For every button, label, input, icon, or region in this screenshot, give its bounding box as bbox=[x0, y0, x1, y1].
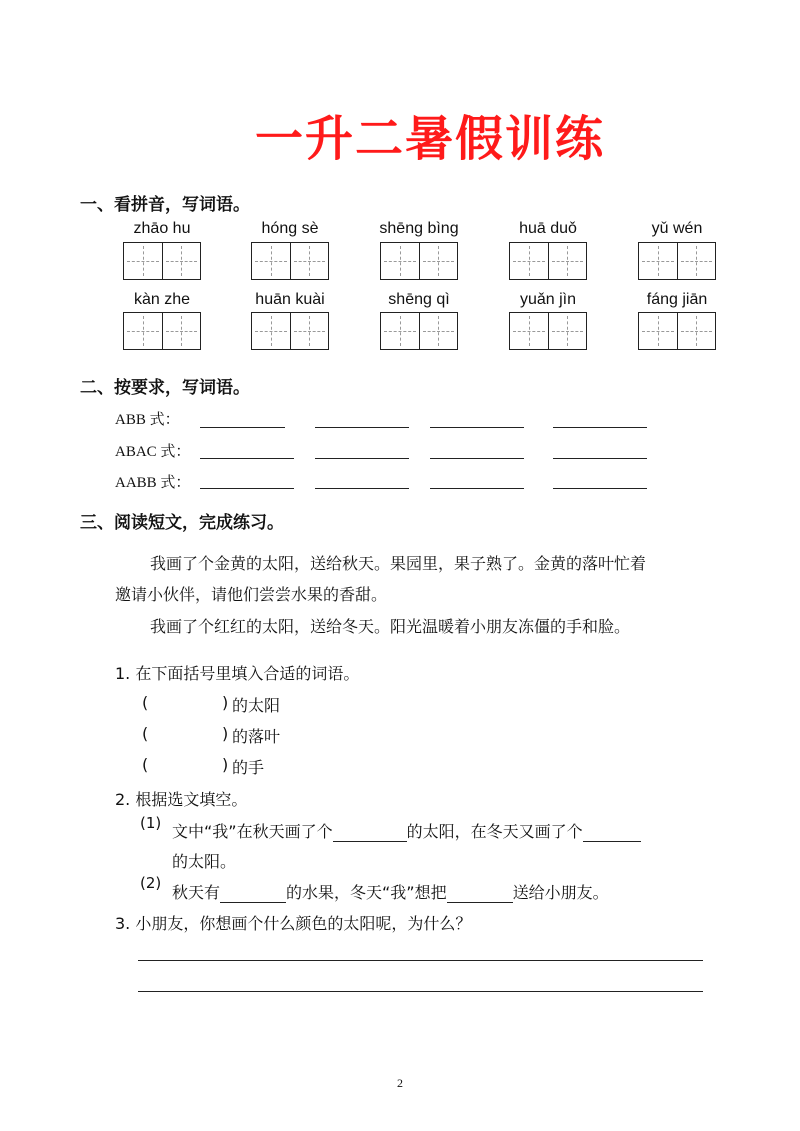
writing-cell[interactable] bbox=[381, 243, 419, 279]
paren-open: ( bbox=[142, 724, 149, 743]
section-2-heading: 二、按要求，写词语。 bbox=[80, 378, 250, 398]
writing-cell[interactable] bbox=[510, 243, 548, 279]
writing-cell[interactable] bbox=[677, 243, 716, 279]
answer-line[interactable] bbox=[315, 488, 409, 489]
section-3-heading: 三、阅读短文，完成练习。 bbox=[80, 513, 284, 533]
answer-line[interactable] bbox=[553, 427, 647, 428]
writing-cell[interactable] bbox=[677, 313, 716, 349]
q2-sub2-part2: 的水果，冬天“我”想把 bbox=[286, 883, 447, 902]
q2-sub1-part1: 文中“我”在秋天画了个 bbox=[172, 822, 333, 841]
writing-box[interactable] bbox=[509, 312, 587, 350]
paren-close: ) bbox=[222, 755, 229, 774]
answer-line[interactable] bbox=[138, 991, 703, 992]
question-1: 1. 在下面括号里填入合适的词语。 bbox=[115, 664, 360, 683]
answer-line[interactable] bbox=[430, 458, 524, 459]
paren-close: ) bbox=[222, 724, 229, 743]
answer-line[interactable] bbox=[200, 427, 285, 428]
writing-box[interactable] bbox=[509, 242, 587, 280]
q1-item-2: 的落叶 bbox=[232, 727, 281, 746]
answer-line[interactable] bbox=[200, 458, 294, 459]
writing-box[interactable] bbox=[251, 242, 329, 280]
pinyin-label: yǔ wén bbox=[651, 220, 703, 237]
q2-sub1-line bbox=[172, 819, 641, 842]
answer-line[interactable] bbox=[315, 427, 409, 428]
abac-label: ABAC 式： bbox=[115, 444, 191, 460]
blank[interactable] bbox=[220, 884, 286, 903]
abb-label: ABB 式： bbox=[115, 412, 180, 428]
paren-open: ( bbox=[142, 693, 149, 712]
aabb-label: AABB 式： bbox=[115, 475, 191, 491]
answer-line[interactable] bbox=[430, 488, 524, 489]
writing-cell[interactable] bbox=[252, 243, 290, 279]
pinyin-label: kàn zhe bbox=[133, 291, 191, 308]
q1-item-1: 的太阳 bbox=[232, 696, 281, 715]
answer-line[interactable] bbox=[430, 427, 524, 428]
q2-sub1-part2: 的太阳，在冬天又画了个 bbox=[406, 822, 583, 841]
answer-line[interactable] bbox=[315, 458, 409, 459]
page-number: 2 bbox=[397, 1076, 403, 1090]
q2-sub1-part3: 的太阳。 bbox=[172, 852, 237, 871]
section-1-heading: 一、看拼音，写词语。 bbox=[80, 195, 250, 215]
blank[interactable] bbox=[447, 884, 513, 903]
answer-line[interactable] bbox=[553, 488, 647, 489]
blank[interactable] bbox=[583, 823, 641, 842]
writing-cell[interactable] bbox=[419, 243, 458, 279]
pinyin-label: shēng bìng bbox=[379, 220, 459, 237]
writing-box[interactable] bbox=[123, 242, 201, 280]
pinyin-label: yuǎn jìn bbox=[519, 291, 577, 308]
writing-cell[interactable] bbox=[124, 243, 162, 279]
answer-line[interactable] bbox=[200, 488, 294, 489]
pinyin-label: huā duǒ bbox=[519, 220, 577, 237]
passage-line-2: 邀请小伙伴，请他们尝尝水果的香甜。 bbox=[115, 585, 388, 604]
q2-sub2-part1: 秋天有 bbox=[172, 883, 221, 902]
writing-cell[interactable] bbox=[510, 313, 548, 349]
writing-cell[interactable] bbox=[124, 313, 162, 349]
writing-box[interactable] bbox=[380, 242, 458, 280]
sub-number: (1) bbox=[140, 814, 162, 832]
writing-box[interactable] bbox=[638, 242, 716, 280]
blank[interactable] bbox=[333, 823, 407, 842]
passage-line-3: 我画了个红红的太阳，送给冬天。阳光温暖着小朋友冻僵的手和脸。 bbox=[150, 617, 631, 636]
writing-cell[interactable] bbox=[639, 313, 677, 349]
passage-line-1: 我画了个金黄的太阳，送给秋天。果园里，果子熟了。金黄的落叶忙着 bbox=[150, 554, 647, 573]
answer-line[interactable] bbox=[553, 458, 647, 459]
writing-cell[interactable] bbox=[290, 313, 329, 349]
writing-box[interactable] bbox=[123, 312, 201, 350]
pinyin-label: hóng sè bbox=[261, 220, 319, 237]
writing-cell[interactable] bbox=[548, 313, 587, 349]
writing-cell[interactable] bbox=[419, 313, 458, 349]
paren-open: ( bbox=[142, 755, 149, 774]
pinyin-label: huān kuài bbox=[255, 291, 325, 308]
answer-line[interactable] bbox=[138, 960, 703, 961]
writing-box[interactable] bbox=[638, 312, 716, 350]
writing-cell[interactable] bbox=[252, 313, 290, 349]
sub-number: (2) bbox=[140, 874, 162, 892]
pinyin-label: fáng jiān bbox=[646, 291, 708, 308]
q1-item-3: 的手 bbox=[232, 758, 265, 777]
writing-box[interactable] bbox=[380, 312, 458, 350]
paren-close: ) bbox=[222, 693, 229, 712]
writing-box[interactable] bbox=[251, 312, 329, 350]
pinyin-label: shēng qì bbox=[388, 291, 450, 308]
writing-cell[interactable] bbox=[639, 243, 677, 279]
writing-cell[interactable] bbox=[548, 243, 587, 279]
q2-sub2-line bbox=[172, 880, 609, 903]
page-title: 一升二暑假训练 bbox=[254, 111, 605, 167]
question-2: 2. 根据选文填空。 bbox=[115, 790, 248, 809]
pinyin-label: zhāo hu bbox=[133, 220, 191, 237]
q2-sub2-part3: 送给小朋友。 bbox=[512, 883, 609, 902]
writing-cell[interactable] bbox=[162, 243, 201, 279]
writing-cell[interactable] bbox=[381, 313, 419, 349]
writing-cell[interactable] bbox=[290, 243, 329, 279]
writing-cell[interactable] bbox=[162, 313, 201, 349]
question-3: 3. 小朋友，你想画个什么颜色的太阳呢，为什么？ bbox=[115, 914, 472, 933]
